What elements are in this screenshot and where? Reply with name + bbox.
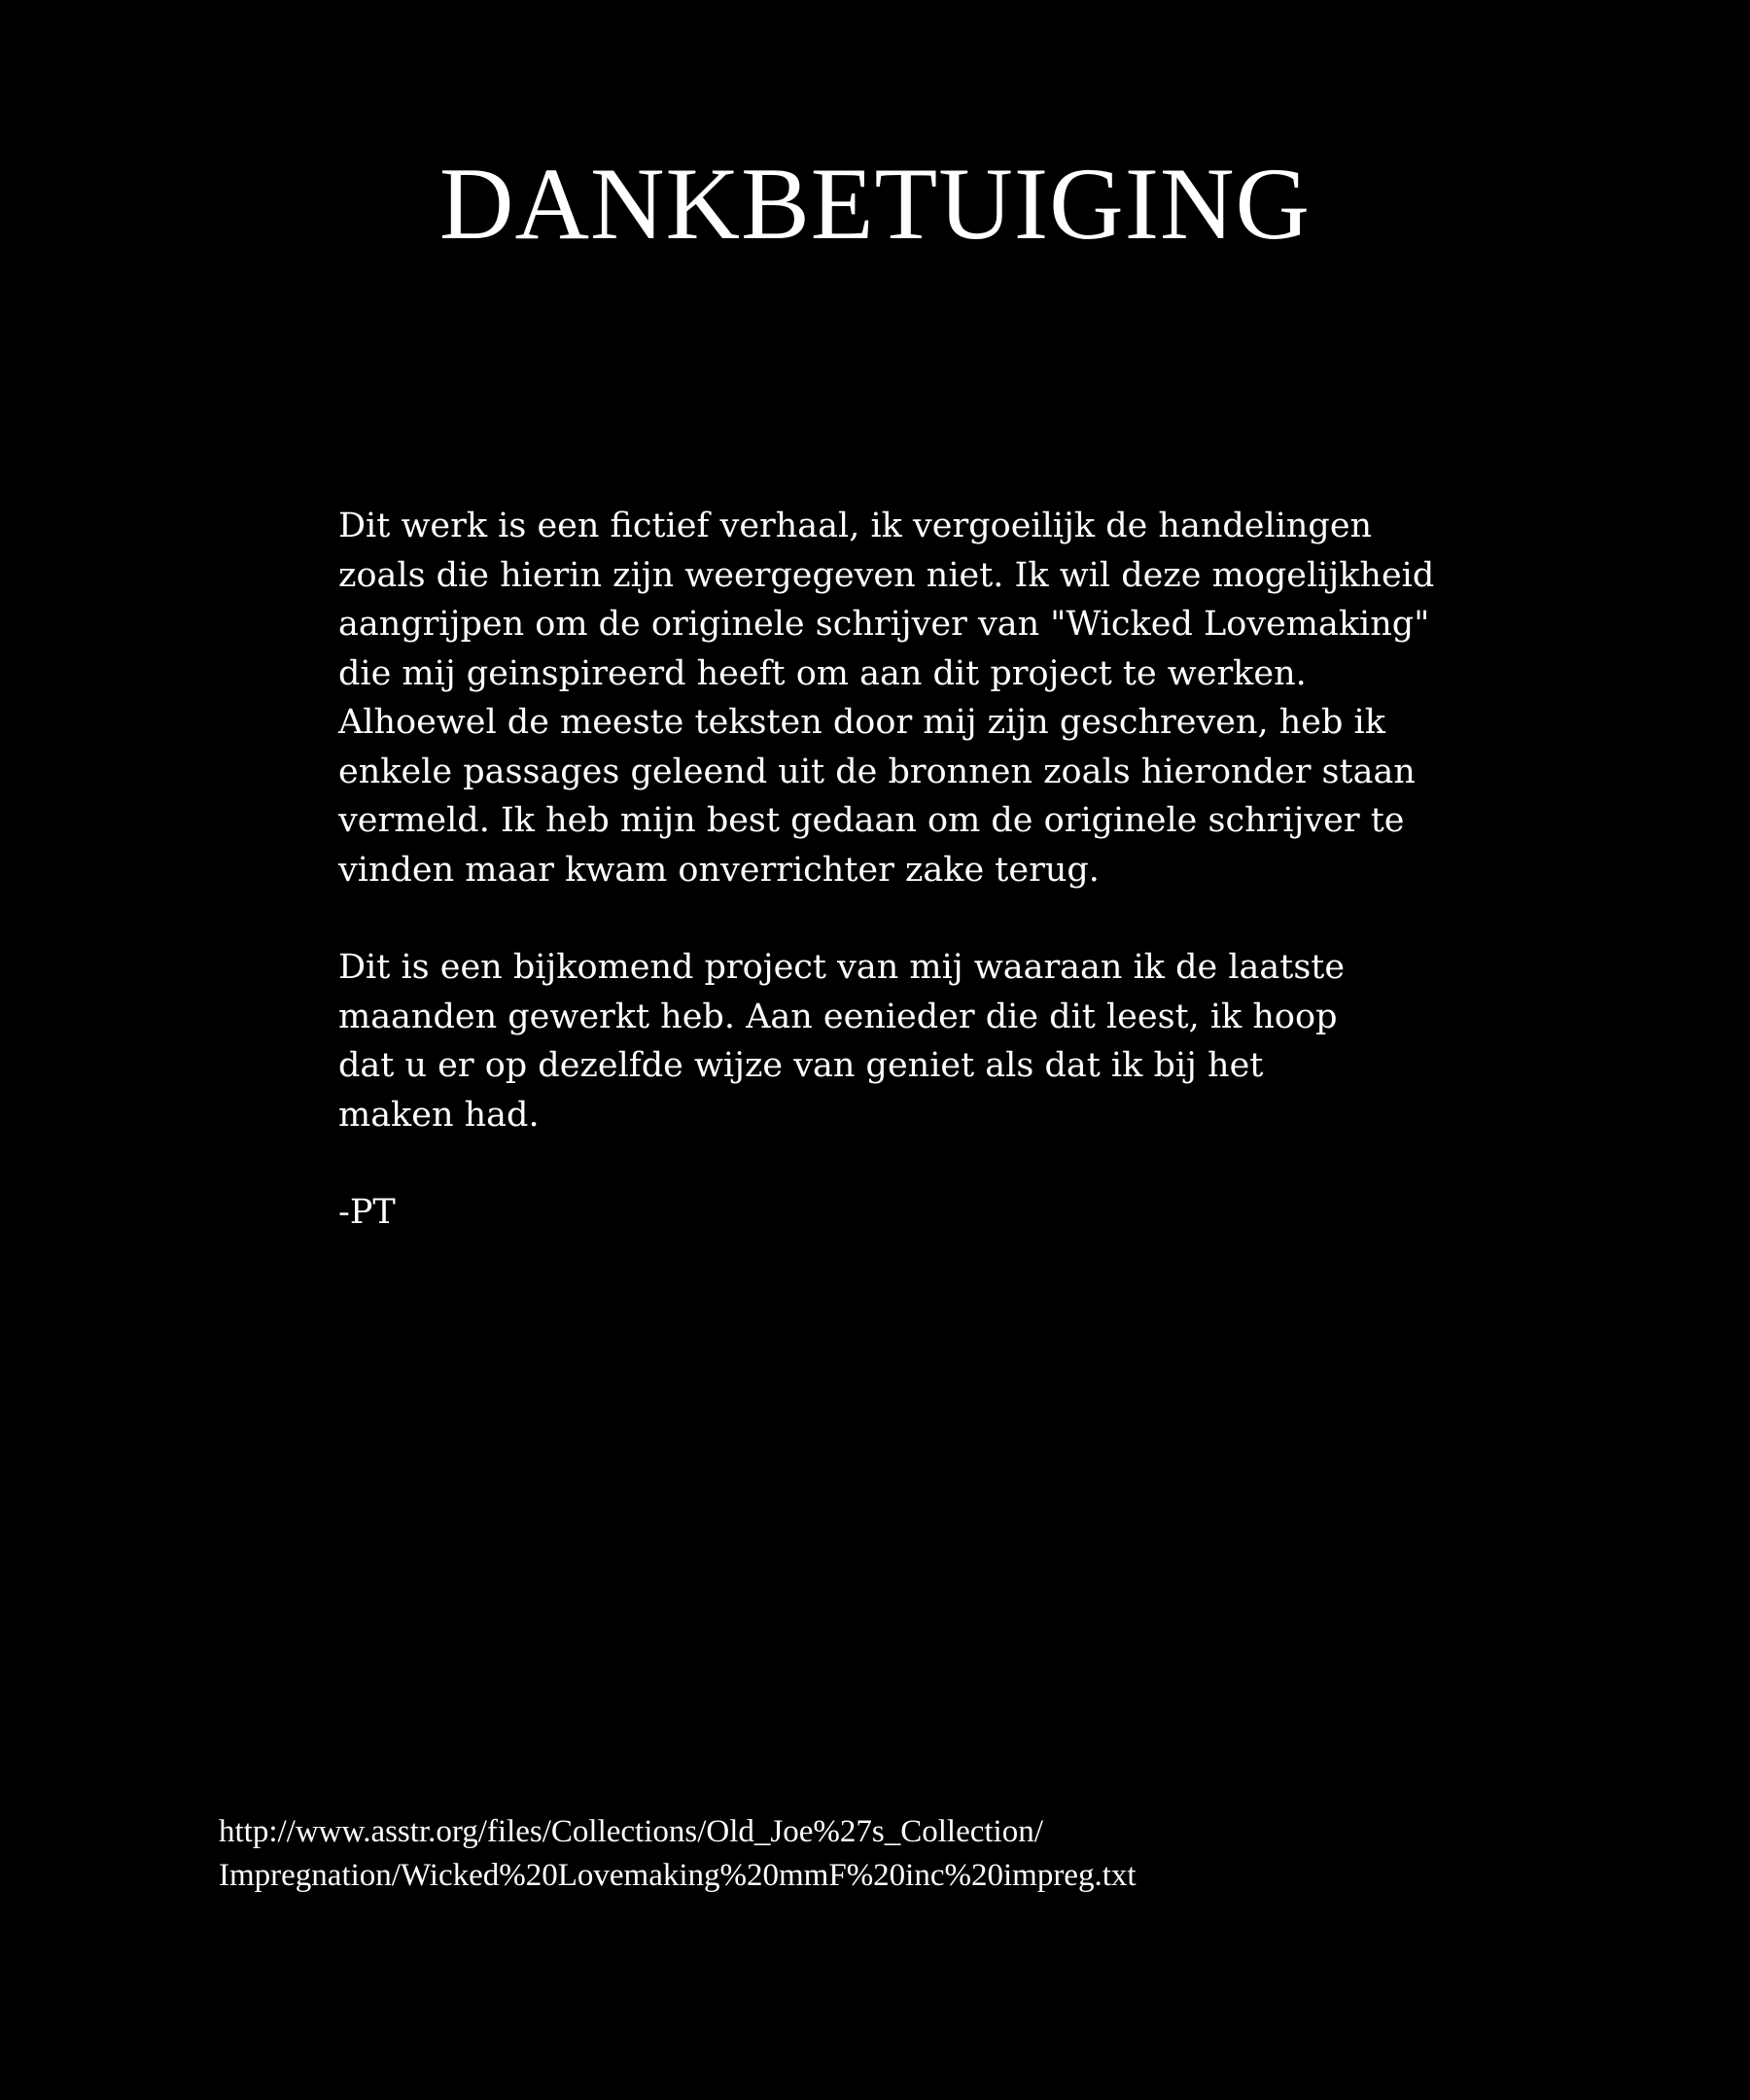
- text-line: maanden gewerkt heb. Aan eenieder die dit leest, ik hoop: [338, 997, 1338, 1036]
- text-line: Dit is een bijkomend project van mij waaraan ik de laatste: [338, 948, 1346, 987]
- text-line: dat u er op dezelfde wijze van geniet als dat ik bij het: [338, 1046, 1264, 1085]
- page-title: DANKBETUIGING: [438, 147, 1312, 261]
- text-line: vermeld. Ik heb mijn best gedaan om de originele schrijver te: [338, 801, 1405, 840]
- signature: -PT: [338, 1193, 396, 1232]
- text-line: die mij geinspireerd heeft om aan dit project te werken.: [338, 653, 1307, 693]
- text-line: Dit werk is een fictief verhaal, ik vergoeilijk de handelingen: [338, 507, 1373, 545]
- text-line: vinden maar kwam onverrichter zake terug.: [338, 850, 1100, 890]
- text-line: aangrijpen om de originele schrijver van "Wicked Lovemaking": [338, 605, 1430, 644]
- text-line: Alhoewel de meeste teksten door mij zijn geschreven, heb ik: [338, 703, 1385, 742]
- paragraph-disclaimer: [338, 502, 1554, 894]
- acknowledgement-body: [338, 502, 1554, 1286]
- text-line: maken had.: [338, 1095, 540, 1135]
- source-url-line: Impregnation/Wicked%20Lovemaking%20mmF%20inc%20impreg.txt: [219, 1858, 1137, 1893]
- source-url: [219, 1810, 1677, 1898]
- text-line: enkele passages geleend uit de bronnen zoals hieronder staan: [338, 752, 1416, 791]
- source-url-line: http://www.asstr.org/files/Collections/Old_Joe%27s_Collection/: [219, 1814, 1043, 1849]
- text-line: zoals die hierin zijn weergegeven niet. Ik wil deze mogelijkheid: [338, 555, 1435, 595]
- paragraph-note: [338, 943, 1554, 1139]
